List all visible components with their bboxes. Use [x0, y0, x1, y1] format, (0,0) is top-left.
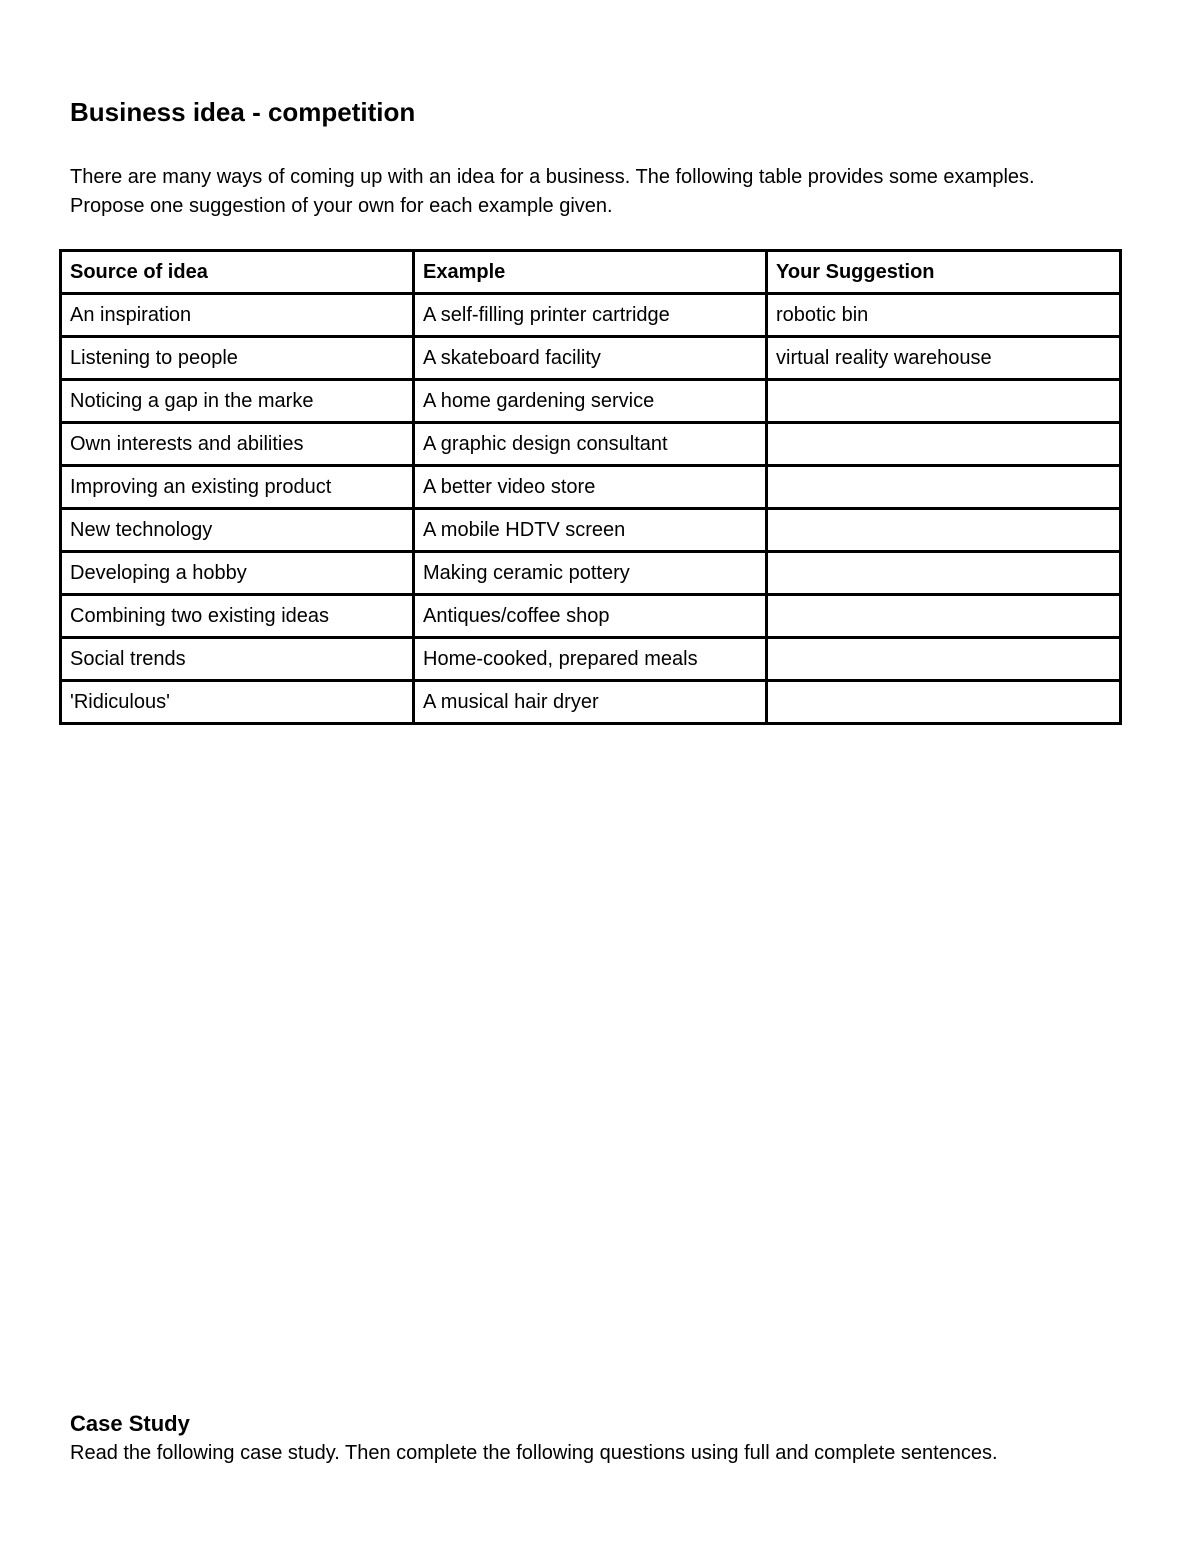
table-row: [61, 294, 1121, 337]
example-cell: A skateboard facility: [414, 337, 767, 380]
table-row: [61, 337, 1121, 380]
source-cell: An inspiration: [61, 294, 414, 337]
table-row: [61, 423, 1121, 466]
example-cell: A musical hair dryer: [414, 681, 767, 724]
example-cell: A mobile HDTV screen: [414, 509, 767, 552]
example-cell: A graphic design consultant: [414, 423, 767, 466]
intro-line-1: There are many ways of coming up with an idea for a business. The following table provides some examples.: [70, 166, 1035, 188]
table-row: [61, 380, 1121, 423]
case-study-heading: Case Study: [70, 1411, 190, 1436]
suggestion-cell[interactable]: [767, 423, 1121, 466]
suggestion-cell[interactable]: robotic bin: [767, 294, 1121, 337]
table-row: [61, 638, 1121, 681]
intro-line-2: Propose one suggestion of your own for each example given.: [70, 195, 613, 217]
page-title: Business idea - competition: [70, 97, 416, 127]
source-cell: Noticing a gap in the marke: [61, 380, 414, 423]
example-cell: A self-filling printer cartridge: [414, 294, 767, 337]
header-example: Example: [414, 251, 767, 294]
source-cell: New technology: [61, 509, 414, 552]
suggestion-cell[interactable]: virtual reality warehouse: [767, 337, 1121, 380]
suggestion-cell[interactable]: [767, 681, 1121, 724]
suggestion-cell[interactable]: [767, 509, 1121, 552]
example-cell: Home-cooked, prepared meals: [414, 638, 767, 681]
suggestion-cell[interactable]: [767, 638, 1121, 681]
suggestion-cell[interactable]: [767, 380, 1121, 423]
table-row: [61, 681, 1121, 724]
header-source-of-idea: Source of idea: [61, 251, 414, 294]
example-cell: A home gardening service: [414, 380, 767, 423]
suggestion-cell[interactable]: [767, 595, 1121, 638]
source-cell: Social trends: [61, 638, 414, 681]
source-cell: Developing a hobby: [61, 552, 414, 595]
source-cell: Listening to people: [61, 337, 414, 380]
table-row: [61, 552, 1121, 595]
source-cell: Own interests and abilities: [61, 423, 414, 466]
source-cell: 'Ridiculous': [61, 681, 414, 724]
intro-paragraph: [70, 163, 1160, 221]
table-header-row: [61, 251, 1121, 294]
example-cell: Making ceramic pottery: [414, 552, 767, 595]
table-row: [61, 595, 1121, 638]
suggestion-cell[interactable]: [767, 552, 1121, 595]
business-ideas-table: [59, 249, 1122, 725]
table-row: [61, 466, 1121, 509]
example-cell: Antiques/coffee shop: [414, 595, 767, 638]
example-cell: A better video store: [414, 466, 767, 509]
source-cell: Improving an existing product: [61, 466, 414, 509]
suggestion-cell[interactable]: [767, 466, 1121, 509]
source-cell: Combining two existing ideas: [61, 595, 414, 638]
case-study-instructions: Read the following case study. Then complete the following questions using full and complete sentences.: [70, 1442, 998, 1464]
table-row: [61, 509, 1121, 552]
header-your-suggestion: Your Suggestion: [767, 251, 1121, 294]
